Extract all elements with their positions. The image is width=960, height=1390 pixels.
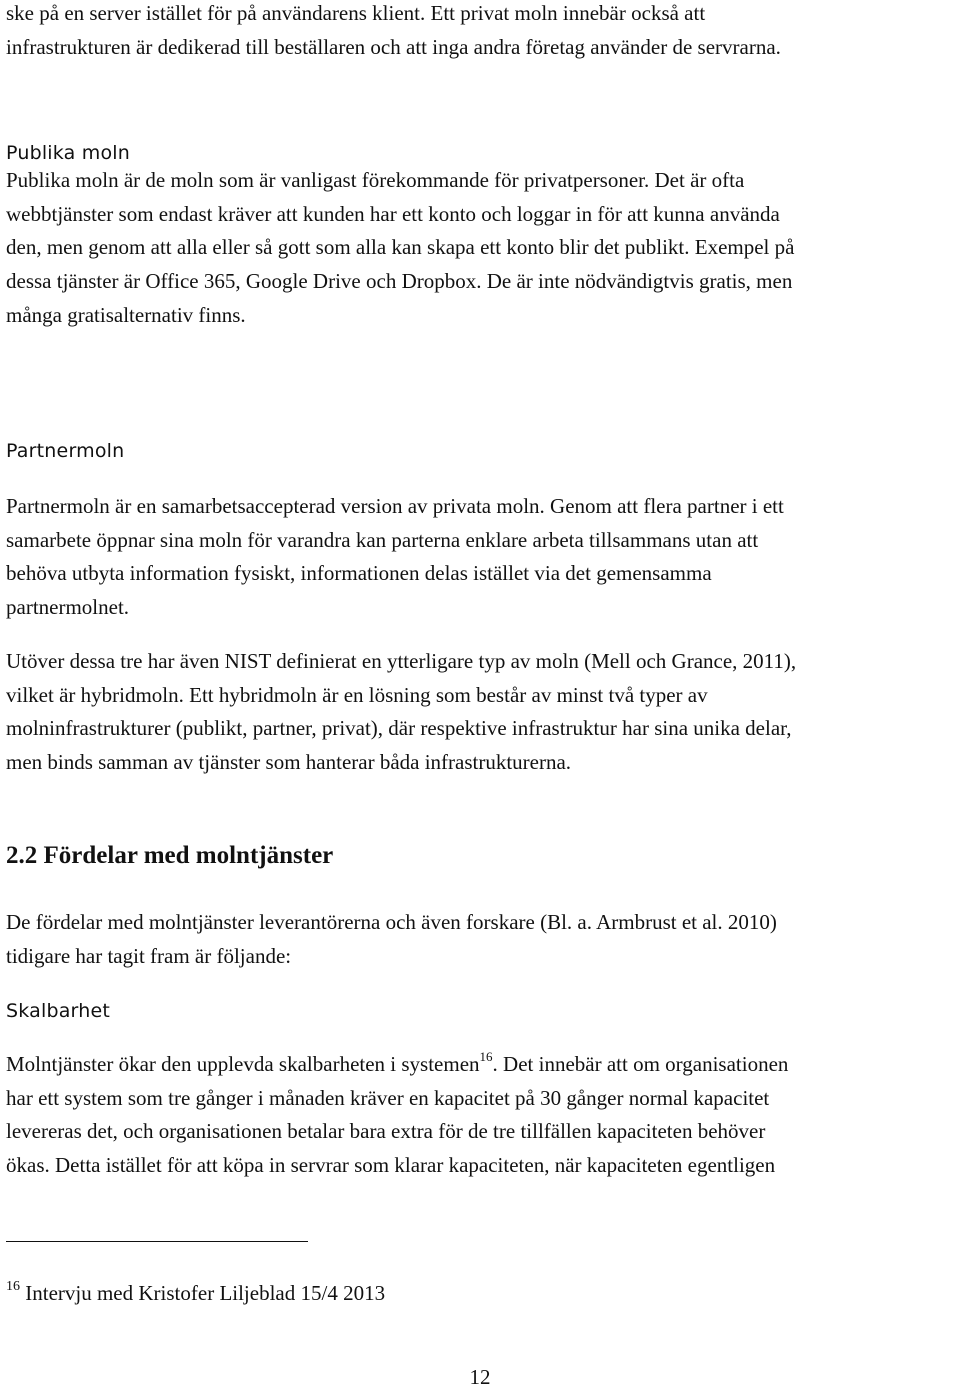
subheading-skalbarhet: Skalbarhet bbox=[6, 1000, 111, 1022]
section-heading: 2.2 Fördelar med molntjänster bbox=[6, 842, 334, 869]
text-line: många gratisalternativ finns. bbox=[6, 302, 246, 327]
text-line: men binds samman av tjänster som hanterar båda infrastrukturerna. bbox=[6, 750, 572, 775]
text-line: webbtjänster som endast kräver att kunden har ett konto och loggar in för att kunna använda bbox=[6, 201, 780, 226]
text-line: samarbete öppnar sina moln för varandra kan parterna enklare arbeta tillsammans utan att bbox=[6, 527, 759, 552]
footnote bbox=[6, 1281, 385, 1306]
text-line: behöva utbyta information fysiskt, informationen delas istället via det gemensamma bbox=[6, 561, 712, 586]
text-line: De fördelar med molntjänster leverantörerna och även forskare (Bl. a. Armbrust et al. 2010) bbox=[6, 910, 777, 934]
footnote-separator bbox=[6, 1241, 308, 1242]
text-line: ske på en server istället för på användarens klient. Ett privat moln innebär också att bbox=[6, 1, 706, 25]
intro-paragraph bbox=[6, 0, 781, 64]
footnote-text: Intervju med Kristofer Liljeblad 15/4 2013 bbox=[20, 1281, 386, 1305]
page-number: 12 bbox=[469, 1365, 491, 1389]
text-line: infrastrukturen är dedikerad till beställaren och att inga andra företag använder de servrarna. bbox=[6, 34, 781, 59]
footnote-reference[interactable]: 16 bbox=[479, 1049, 493, 1064]
text-line: molninfrastrukturer (publikt, partner, privat), där respektive infrastruktur har sina unika delar, bbox=[6, 716, 792, 741]
text-line: den, men genom att alla eller så gott som alla kan skapa ett konto blir det publikt. Exempel på bbox=[6, 235, 795, 260]
text-line bbox=[6, 1048, 788, 1082]
text-line: partnermolnet. bbox=[6, 595, 130, 620]
footnote-number: 16 bbox=[6, 1279, 20, 1294]
paragraph-partnermoln bbox=[6, 490, 784, 625]
text-line: Utöver dessa tre har även NIST definierat en ytterligare typ av moln (Mell och Grance, 2011), bbox=[6, 649, 797, 673]
subheading-publika-moln: Publika moln bbox=[6, 142, 130, 164]
text-line: tidigare har tagit fram är följande: bbox=[6, 943, 292, 968]
paragraph-publika-moln bbox=[6, 164, 794, 333]
paragraph-hybridmoln bbox=[6, 645, 796, 780]
paragraph-skalbarhet bbox=[6, 1048, 788, 1183]
text-segment: Molntjänster ökar den upplevda skalbarheten i systemen bbox=[6, 1052, 480, 1076]
text-line: vilket är hybridmoln. Ett hybridmoln är en lösning som består av minst två typer av bbox=[6, 682, 708, 707]
subheading-partnermoln: Partnermoln bbox=[6, 440, 125, 462]
text-line: Publika moln är de moln som är vanligast förekommande för privatpersoner. Det är ofta bbox=[6, 168, 745, 192]
paragraph-section-intro bbox=[6, 906, 777, 973]
text-segment: . Det innebär att om organisationen bbox=[492, 1052, 789, 1076]
text-line: Partnermoln är en samarbetsaccepterad version av privata moln. Genom att flera partner i ett bbox=[6, 494, 784, 518]
text-line: levereras det, och organisationen betalar bara extra för de tre tillfällen kapaciteten behöver bbox=[6, 1119, 766, 1144]
text-line: har ett system som tre gånger i månaden kräver en kapacitet på 30 gånger normal kapacitet bbox=[6, 1085, 770, 1110]
text-line: ökas. Detta istället för att köpa in servrar som klarar kapaciteten, när kapaciteten egentligen bbox=[6, 1153, 776, 1178]
text-line: dessa tjänster är Office 365, Google Drive och Dropbox. De är inte nödvändigtvis gratis, men bbox=[6, 269, 793, 294]
